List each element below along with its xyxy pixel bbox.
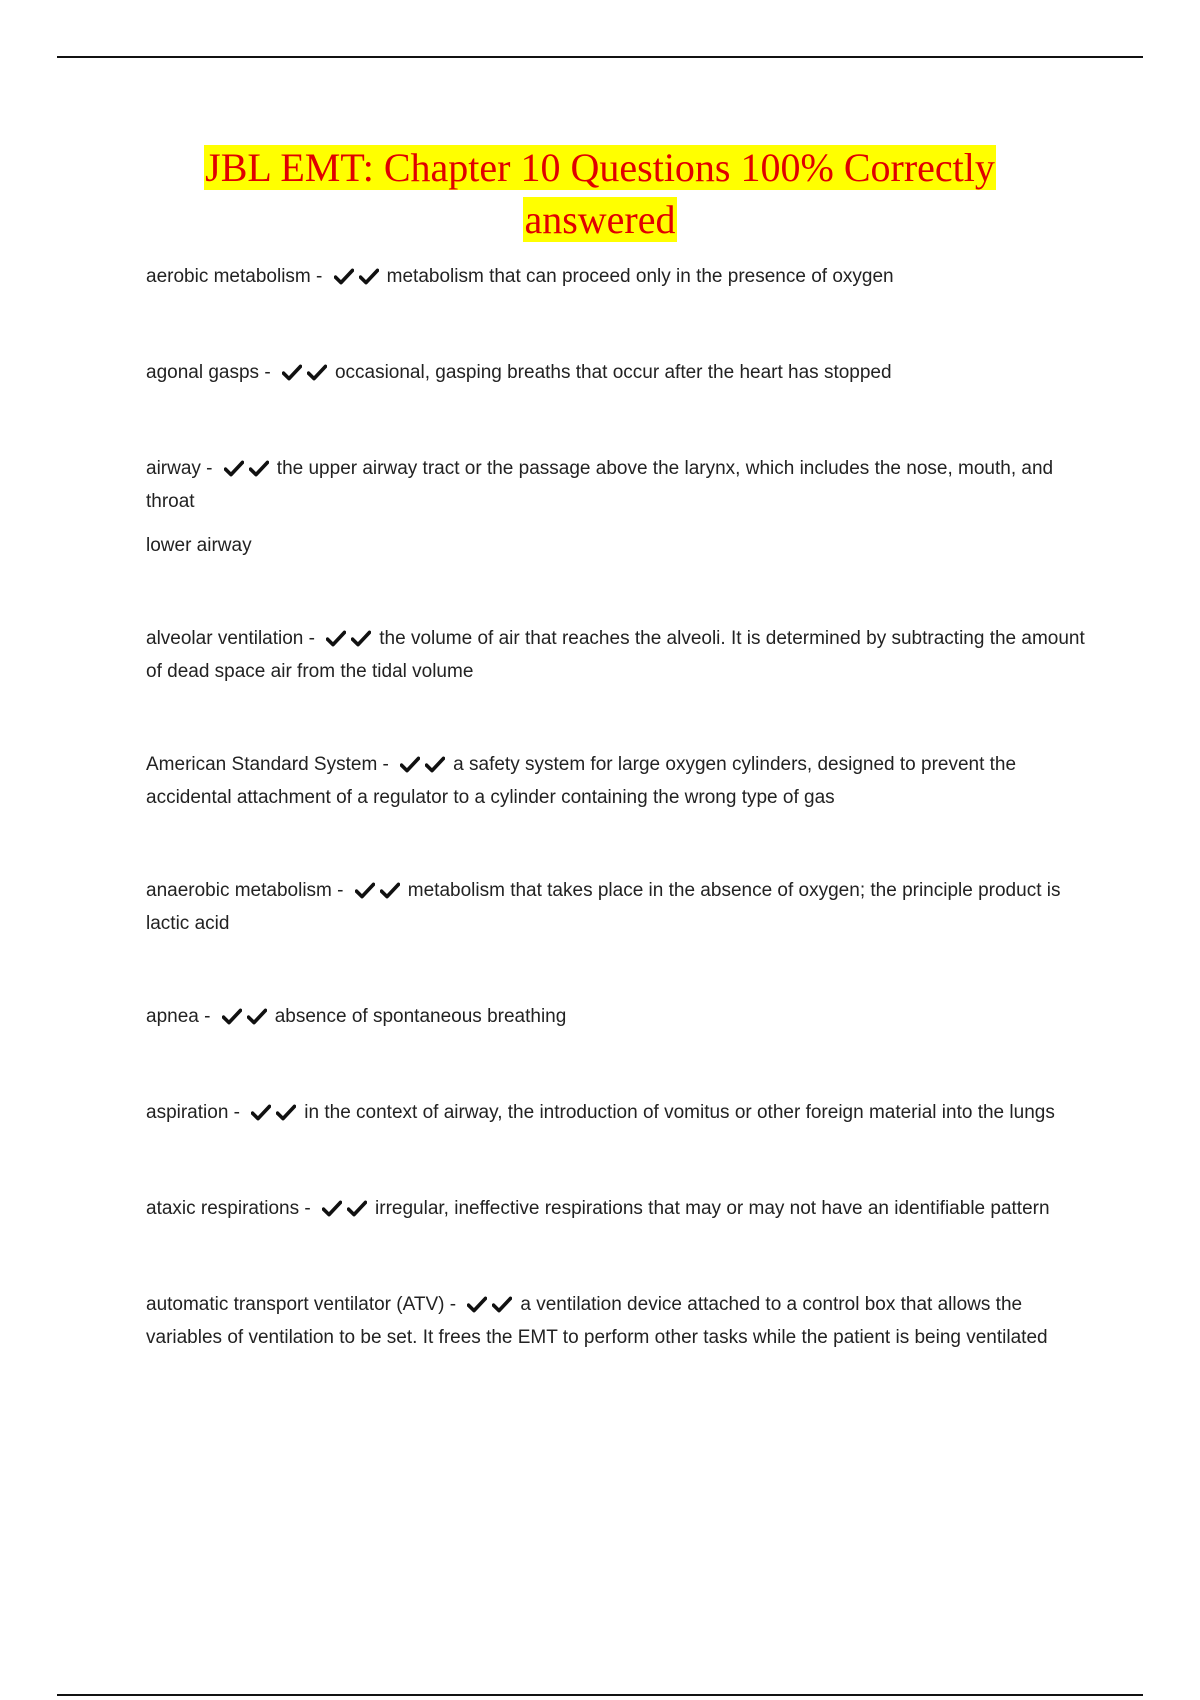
- check-icon: [251, 1105, 276, 1126]
- entry-term: airway: [146, 458, 201, 479]
- glossary-entry: [146, 358, 1086, 391]
- entry-term: aspiration: [146, 1102, 229, 1123]
- glossary-entry: [146, 1002, 1086, 1035]
- entry-line: [146, 1194, 1086, 1227]
- entry-extra-note: lower airway: [146, 535, 252, 556]
- entry-term: ataxic respirations: [146, 1198, 300, 1219]
- answer-checkmarks: [322, 1197, 372, 1227]
- entry-definition: absence of spontaneous breathing: [274, 1006, 567, 1027]
- entry-separator: -: [444, 1294, 462, 1315]
- entry-term: alveolar ventilation: [146, 628, 304, 649]
- check-icon: [492, 1297, 517, 1318]
- entry-definition: the volume of air that reaches the alveoli. It is determined by subtracting the amount of dead space air from the tidal volume: [146, 628, 1085, 682]
- glossary-entry: [146, 624, 1086, 687]
- check-icon: [359, 269, 384, 290]
- entry-line: [146, 454, 1086, 517]
- check-icon: [400, 757, 425, 778]
- answer-checkmarks: [224, 457, 274, 487]
- check-icon: [467, 1297, 492, 1318]
- entry-term: automatic transport ventilator (ATV): [146, 1294, 445, 1315]
- glossary-entry: [146, 876, 1086, 939]
- answer-checkmarks: [222, 1005, 272, 1035]
- entry-term: aerobic metabolism: [146, 266, 311, 287]
- glossary-entry: [146, 1290, 1086, 1353]
- top-rule: [57, 56, 1143, 58]
- check-icon: [334, 269, 359, 290]
- answer-checkmarks: [400, 753, 450, 783]
- entry-definition: irregular, ineffective respirations that may or may not have an identifiable pattern: [375, 1198, 1050, 1219]
- check-icon: [249, 461, 274, 482]
- entry-line: [146, 1098, 1086, 1131]
- entry-separator: -: [228, 1102, 246, 1123]
- entry-term: anaerobic metabolism: [146, 880, 332, 901]
- glossary-entry: [146, 1098, 1086, 1131]
- entry-definition: a safety system for large oxygen cylinders, designed to prevent the accidental attachment of a regulator to a cylinder containing the wrong type of gas: [146, 754, 1017, 808]
- entry-line: [146, 358, 1086, 391]
- entry-definition: metabolism that can proceed only in the presence of oxygen: [386, 266, 894, 287]
- glossary-entry: [146, 750, 1086, 813]
- entry-definition: the upper airway tract or the passage above the larynx, which includes the nose, mouth, and throat: [146, 458, 1054, 512]
- entry-line: [146, 262, 1086, 295]
- entry-separator: -: [310, 266, 328, 287]
- entry-separator: -: [198, 1006, 216, 1027]
- entry-separator: -: [377, 754, 395, 775]
- answer-checkmarks: [326, 627, 376, 657]
- entry-term: apnea: [146, 1006, 199, 1027]
- check-icon: [224, 461, 249, 482]
- answer-checkmarks: [282, 361, 332, 391]
- entry-separator: -: [299, 1198, 317, 1219]
- answer-checkmarks: [355, 879, 405, 909]
- page-title: [160, 142, 1040, 246]
- check-icon: [322, 1201, 347, 1222]
- check-icon: [222, 1009, 247, 1030]
- entry-line: [146, 750, 1086, 813]
- entry-line: [146, 1002, 1086, 1035]
- entry-definition: metabolism that takes place in the absence of oxygen; the principle product is lactic acid: [146, 880, 1061, 934]
- entry-term: agonal gasps: [146, 362, 260, 383]
- entry-separator: -: [259, 362, 276, 383]
- title-line-2: answered: [524, 197, 676, 242]
- check-icon: [351, 631, 376, 652]
- entry-definition: a ventilation device attached to a control box that allows the variables of ventilation to be set. It frees the EMT to perform other tasks while the patient is being ventilated: [146, 1294, 1048, 1348]
- check-icon: [247, 1009, 272, 1030]
- entry-line: [146, 1290, 1086, 1353]
- entry-separator: -: [200, 458, 218, 479]
- entry-term: American Standard System: [146, 754, 378, 775]
- glossary-entry: [146, 262, 1086, 295]
- check-icon: [326, 631, 351, 652]
- entry-definition: in the context of airway, the introduction of vomitus or other foreign material into the lungs: [304, 1102, 1055, 1123]
- answer-checkmarks: [334, 265, 384, 295]
- check-icon: [425, 757, 450, 778]
- glossary-entry: [146, 454, 1086, 561]
- answer-checkmarks: [467, 1293, 517, 1323]
- glossary-entry: [146, 1194, 1086, 1227]
- check-icon: [282, 365, 307, 386]
- check-icon: [276, 1105, 301, 1126]
- check-icon: [347, 1201, 372, 1222]
- title-line-1: JBL EMT: Chapter 10 Questions 100% Correctly: [205, 145, 995, 190]
- answer-checkmarks: [251, 1101, 301, 1131]
- entry-line: [146, 876, 1086, 939]
- bottom-rule: [57, 1694, 1143, 1696]
- entry-separator: -: [331, 880, 349, 901]
- entry-definition: occasional, gasping breaths that occur after the heart has stopped: [334, 362, 892, 383]
- entry-separator: -: [303, 628, 321, 649]
- glossary-list: [146, 262, 1086, 1416]
- check-icon: [355, 883, 380, 904]
- entry-line: [146, 624, 1086, 687]
- check-icon: [307, 365, 332, 386]
- check-icon: [380, 883, 405, 904]
